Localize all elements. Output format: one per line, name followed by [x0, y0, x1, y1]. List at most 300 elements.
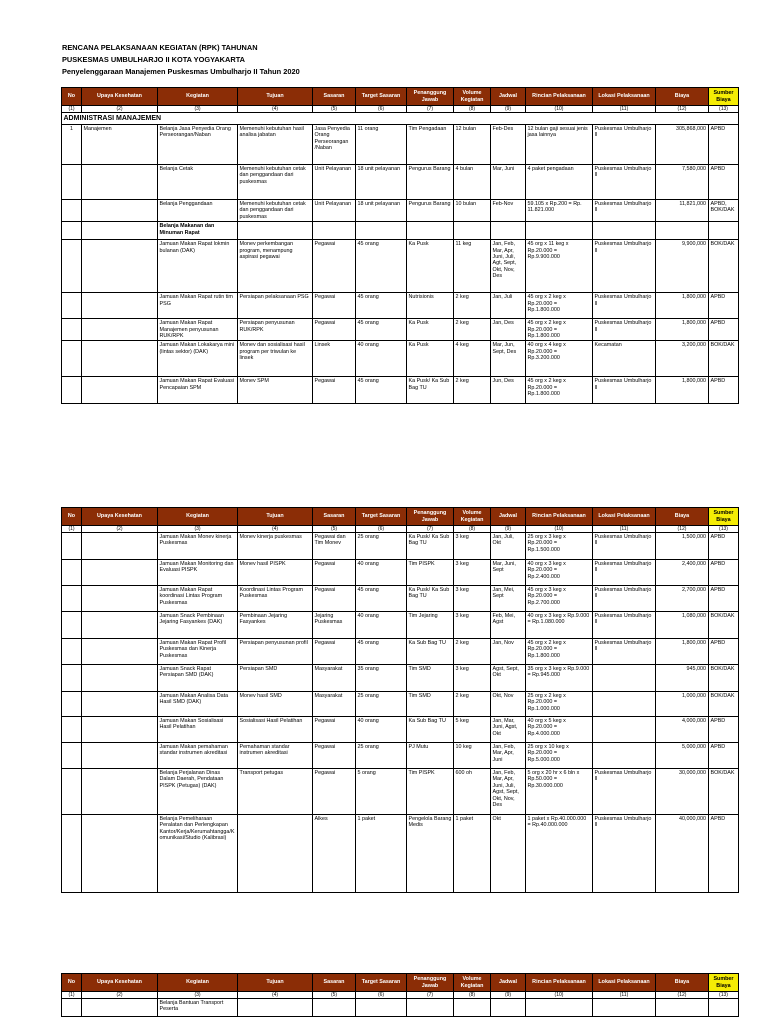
- cell-kegiatan: Jamuan Snack Pembinaan Jejaring Fasyankes (DAK): [158, 612, 238, 639]
- cell-tujuan: Transport petugas: [238, 769, 313, 815]
- column-number: (1): [62, 526, 82, 533]
- cell-penanggung-jawab: [407, 222, 454, 240]
- column-number: (1): [62, 106, 82, 113]
- column-number-row: [62, 526, 739, 533]
- table-row: [62, 692, 739, 717]
- table-row: [62, 165, 739, 200]
- cell-rincian-pelaksanaan: [526, 999, 593, 1017]
- cell-upaya-kesehatan: [82, 341, 158, 377]
- cell-target-sasaran: 40 orang: [356, 341, 407, 377]
- cell-rincian-pelaksanaan: [526, 222, 593, 240]
- cell-no: [62, 999, 82, 1017]
- column-number: (5): [313, 992, 356, 999]
- column-number: (10): [526, 526, 593, 533]
- cell-sasaran: Pegawai: [313, 319, 356, 341]
- cell-no: [62, 560, 82, 586]
- cell-tujuan: Memenuhi kebutuhan cetak dan penggandaan dari puskesmas: [238, 200, 313, 222]
- cell-rincian-pelaksanaan: 12 bulan gaji sesuai jenis jasa lainnya: [526, 125, 593, 165]
- cell-rincian-pelaksanaan: 25 org x 10 keg x Rp.20.000 = Rp.5.000.000: [526, 743, 593, 769]
- cell-sasaran: Pegawai: [313, 769, 356, 815]
- cell-jadwal: Feb-Nov: [491, 200, 526, 222]
- cell-volume-kegiatan: 10 bulan: [454, 200, 491, 222]
- cell-upaya-kesehatan: [82, 665, 158, 692]
- column-number: (12): [656, 526, 709, 533]
- cell-jadwal: Jan, Juli, Okt: [491, 533, 526, 560]
- cell-biaya: 2,400,000: [656, 560, 709, 586]
- cell-lokasi-pelaksanaan: Kecamatan: [593, 341, 656, 377]
- cell-volume-kegiatan: 3 keg: [454, 533, 491, 560]
- cell-target-sasaran: 45 orang: [356, 240, 407, 293]
- table-row: [62, 639, 739, 665]
- cell-penanggung-jawab: Tim Jejaring: [407, 612, 454, 639]
- column-number-row: [62, 992, 739, 999]
- cell-biaya: 1,800,000: [656, 293, 709, 319]
- table-row: [62, 293, 739, 319]
- cell-tujuan: Monev hasil PISPK: [238, 560, 313, 586]
- column-number: (11): [593, 106, 656, 113]
- table-row: [62, 377, 739, 404]
- cell-lokasi-pelaksanaan: Puskesmas Umbulharjo II: [593, 586, 656, 612]
- cell-kegiatan: Jamuan Makan Rapat Manajemen penyusunan RUK/RPK: [158, 319, 238, 341]
- cell-lokasi-pelaksanaan: Puskesmas Umbulharjo II: [593, 612, 656, 639]
- cell-sumber-biaya: APBD: [709, 533, 739, 560]
- cell-jadwal: Mar, Juni: [491, 165, 526, 200]
- column-number: (8): [454, 526, 491, 533]
- column-number: (9): [491, 106, 526, 113]
- table-row: [62, 319, 739, 341]
- cell-tujuan: Monev dan sosialisasi hasil program per triwulan ke linsek: [238, 341, 313, 377]
- table-row: [62, 341, 739, 377]
- cell-target-sasaran: 18 unit pelayanan: [356, 165, 407, 200]
- column-header-upaya-kesehatan: Upaya Kesehatan: [82, 508, 158, 526]
- table-row: [62, 222, 739, 240]
- table-row: [62, 200, 739, 222]
- column-number: (3): [158, 106, 238, 113]
- cell-biaya: 1,500,000: [656, 533, 709, 560]
- column-number: (2): [82, 526, 158, 533]
- cell-penanggung-jawab: Ka Sub Bag TU: [407, 717, 454, 743]
- column-number: (13): [709, 526, 739, 533]
- column-header-kegiatan: Kegiatan: [158, 974, 238, 992]
- cell-upaya-kesehatan: [82, 612, 158, 639]
- cell-rincian-pelaksanaan: 35 org x 3 keg x Rp.9.000 = Rp.945.000: [526, 665, 593, 692]
- rpk-table-page-1: [61, 87, 739, 404]
- cell-rincian-pelaksanaan: 45 org x 2 keg x Rp.20.000 = Rp.1.800.000: [526, 639, 593, 665]
- column-number: (8): [454, 992, 491, 999]
- cell-no: [62, 165, 82, 200]
- column-number: (2): [82, 992, 158, 999]
- column-number: (4): [238, 526, 313, 533]
- cell-lokasi-pelaksanaan: [593, 665, 656, 692]
- cell-upaya-kesehatan: [82, 240, 158, 293]
- cell-no: [62, 692, 82, 717]
- cell-sasaran: Pegawai: [313, 743, 356, 769]
- cell-jadwal: Jun, Des: [491, 377, 526, 404]
- cell-kegiatan: Jamuan Makan Sosialisasi Hasil Pelatihan: [158, 717, 238, 743]
- table-row: [62, 717, 739, 743]
- column-number: (10): [526, 106, 593, 113]
- cell-no: [62, 377, 82, 404]
- cell-penanggung-jawab: PJ Mutu: [407, 743, 454, 769]
- cell-sumber-biaya: APBD: [709, 586, 739, 612]
- cell-lokasi-pelaksanaan: [593, 692, 656, 717]
- cell-sumber-biaya: APBD: [709, 319, 739, 341]
- cell-tujuan: [238, 999, 313, 1017]
- cell-target-sasaran: 45 orang: [356, 319, 407, 341]
- column-number: (7): [407, 106, 454, 113]
- cell-tujuan: Memenuhi kebutuhan hasil analisa jabatan: [238, 125, 313, 165]
- cell-biaya: 945,000: [656, 665, 709, 692]
- cell-target-sasaran: 45 orang: [356, 293, 407, 319]
- column-number: (3): [158, 992, 238, 999]
- cell-volume-kegiatan: 10 keg: [454, 743, 491, 769]
- cell-penanggung-jawab: Pengurus Barang: [407, 200, 454, 222]
- cell-upaya-kesehatan: [82, 319, 158, 341]
- cell-sumber-biaya: [709, 222, 739, 240]
- cell-penanggung-jawab: Ka Pusk: [407, 319, 454, 341]
- cell-biaya: 1,000,000: [656, 692, 709, 717]
- cell-tujuan: Persiapan pelaksanaan PSG: [238, 293, 313, 319]
- cell-penanggung-jawab: Pengurus Barang: [407, 165, 454, 200]
- column-number: (7): [407, 526, 454, 533]
- cell-target-sasaran: 25 orang: [356, 743, 407, 769]
- cell-kegiatan: Belanja Pemeliharaan Peralatan dan Perlengkapan Kantor/Kerja/Kerumahtangga/Komunikasi/Studio (Kalibrasi): [158, 815, 238, 893]
- cell-sasaran: Pegawai: [313, 639, 356, 665]
- cell-rincian-pelaksanaan: 5 org x 20 hr x 6 bln x Rp.50.000 = Rp.30.000.000: [526, 769, 593, 815]
- cell-lokasi-pelaksanaan: Puskesmas Umbulharjo II: [593, 533, 656, 560]
- cell-rincian-pelaksanaan: 45 org x 2 keg x Rp.20.000 = Rp.1.800.000: [526, 377, 593, 404]
- cell-penanggung-jawab: Tim SMD: [407, 665, 454, 692]
- cell-volume-kegiatan: 2 keg: [454, 639, 491, 665]
- table-row: [62, 533, 739, 560]
- cell-no: [62, 815, 82, 893]
- cell-upaya-kesehatan: [82, 560, 158, 586]
- cell-rincian-pelaksanaan: 45 org x 2 keg x Rp.20.000 = Rp.1.800.000: [526, 319, 593, 341]
- cell-lokasi-pelaksanaan: Puskesmas Umbulharjo II: [593, 293, 656, 319]
- cell-volume-kegiatan: [454, 999, 491, 1017]
- column-header-rincian-pelaksanaan: Rincian Pelaksanaan: [526, 974, 593, 992]
- cell-rincian-pelaksanaan: 45 org x 2 keg x Rp.20.000 = Rp.1.800.000: [526, 293, 593, 319]
- cell-target-sasaran: 40 orang: [356, 560, 407, 586]
- cell-jadwal: Jan, Feb, Mar, Apr, Juni, Juli, Agt, Sept, Okt, Nov, Des: [491, 240, 526, 293]
- cell-volume-kegiatan: 2 keg: [454, 692, 491, 717]
- cell-target-sasaran: 40 orang: [356, 612, 407, 639]
- cell-rincian-pelaksanaan: 4 paket pengadaan: [526, 165, 593, 200]
- cell-jadwal: Mar, Jun, Sept, Des: [491, 341, 526, 377]
- cell-sumber-biaya: APBD: [709, 377, 739, 404]
- cell-sumber-biaya: [709, 999, 739, 1017]
- cell-no: [62, 612, 82, 639]
- table-row: [62, 125, 739, 165]
- cell-upaya-kesehatan: [82, 165, 158, 200]
- cell-tujuan: Persiapan penyusunan profil: [238, 639, 313, 665]
- column-number: (3): [158, 526, 238, 533]
- cell-tujuan: [238, 815, 313, 893]
- cell-penanggung-jawab: Ka Pusk/ Ka Sub Bag TU: [407, 586, 454, 612]
- cell-sumber-biaya: BOK/DAK: [709, 612, 739, 639]
- cell-penanggung-jawab: Nutrisionis: [407, 293, 454, 319]
- cell-jadwal: Jan, Juli: [491, 293, 526, 319]
- cell-no: [62, 743, 82, 769]
- cell-jadwal: [491, 999, 526, 1017]
- table-row: [62, 769, 739, 815]
- cell-biaya: 9,900,000: [656, 240, 709, 293]
- column-number: (4): [238, 106, 313, 113]
- cell-sasaran: Masyarakat: [313, 692, 356, 717]
- table-row: [62, 612, 739, 639]
- cell-biaya: 3,200,000: [656, 341, 709, 377]
- cell-no: [62, 665, 82, 692]
- column-header-upaya-kesehatan: Upaya Kesehatan: [82, 974, 158, 992]
- table-row: [62, 560, 739, 586]
- column-header-target-sasaran: Target Sasaran: [356, 508, 407, 526]
- cell-kegiatan: Jamuan Makan Lokakarya mini (lintas sektor) (DAK): [158, 341, 238, 377]
- cell-jadwal: Jan, Nov: [491, 639, 526, 665]
- cell-kegiatan: Belanja Penggandaan: [158, 200, 238, 222]
- column-header-kegiatan: Kegiatan: [158, 88, 238, 106]
- cell-rincian-pelaksanaan: 40 org x 4 keg x Rp.20.000 = Rp.3.200.000: [526, 341, 593, 377]
- cell-penanggung-jawab: [407, 999, 454, 1017]
- cell-sumber-biaya: APBD, BOK/DAK: [709, 200, 739, 222]
- cell-upaya-kesehatan: [82, 533, 158, 560]
- column-header-jadwal: Jadwal: [491, 508, 526, 526]
- cell-tujuan: Monev SPM: [238, 377, 313, 404]
- table-row: [62, 743, 739, 769]
- cell-sumber-biaya: APBD: [709, 639, 739, 665]
- cell-lokasi-pelaksanaan: Puskesmas Umbulharjo II: [593, 319, 656, 341]
- cell-biaya: [656, 222, 709, 240]
- cell-sumber-biaya: APBD: [709, 560, 739, 586]
- table-row: [62, 815, 739, 893]
- cell-upaya-kesehatan: [82, 692, 158, 717]
- column-number: (5): [313, 106, 356, 113]
- table-row: [62, 586, 739, 612]
- column-number: (8): [454, 106, 491, 113]
- document-program: Penyelenggaraan Manajemen Puskesmas Umbulharjo II Tahun 2020: [62, 67, 300, 76]
- cell-sumber-biaya: APBD: [709, 743, 739, 769]
- column-header-no: No: [62, 508, 82, 526]
- column-number: (11): [593, 992, 656, 999]
- cell-upaya-kesehatan: [82, 293, 158, 319]
- cell-penanggung-jawab: Tim PISPK: [407, 769, 454, 815]
- cell-tujuan: Memenuhi kebutuhan cetak dan penggandaan dari puskesmas: [238, 165, 313, 200]
- cell-volume-kegiatan: 5 keg: [454, 717, 491, 743]
- cell-no: [62, 639, 82, 665]
- cell-volume-kegiatan: 600 oh: [454, 769, 491, 815]
- cell-kegiatan: Jamuan Makan Monev kinerja Puskesmas: [158, 533, 238, 560]
- column-number: (4): [238, 992, 313, 999]
- cell-penanggung-jawab: Tim Pengadaan: [407, 125, 454, 165]
- cell-sasaran: Masyarakat: [313, 665, 356, 692]
- cell-volume-kegiatan: 4 bulan: [454, 165, 491, 200]
- cell-upaya-kesehatan: [82, 999, 158, 1017]
- column-header-sumber-biaya: Sumber Biaya: [709, 974, 739, 992]
- column-header-lokasi-pelaksanaan: Lokasi Pelaksanaan: [593, 508, 656, 526]
- column-header-sumber-biaya: Sumber Biaya: [709, 508, 739, 526]
- cell-kegiatan: Jamuan Makan Rapat koordinasi Lintas Program Puskesmas: [158, 586, 238, 612]
- cell-lokasi-pelaksanaan: Puskesmas Umbulharjo II: [593, 815, 656, 893]
- column-header-lokasi-pelaksanaan: Lokasi Pelaksanaan: [593, 88, 656, 106]
- cell-lokasi-pelaksanaan: Puskesmas Umbulharjo II: [593, 240, 656, 293]
- cell-biaya: 4,000,000: [656, 717, 709, 743]
- cell-sumber-biaya: APBD: [709, 815, 739, 893]
- cell-volume-kegiatan: 2 keg: [454, 377, 491, 404]
- cell-upaya-kesehatan: [82, 717, 158, 743]
- cell-sasaran: Pegawai: [313, 377, 356, 404]
- cell-volume-kegiatan: 2 keg: [454, 319, 491, 341]
- cell-rincian-pelaksanaan: 45 org x 11 keg x Rp.20.000 = Rp.9.900.000: [526, 240, 593, 293]
- cell-sumber-biaya: BOK/DAK: [709, 341, 739, 377]
- column-header-jadwal: Jadwal: [491, 88, 526, 106]
- column-header-biaya: Biaya: [656, 508, 709, 526]
- cell-penanggung-jawab: Pengelola Barang Medis: [407, 815, 454, 893]
- cell-kegiatan: Jamuan Makan Rapat rutin tim PSG: [158, 293, 238, 319]
- cell-no: [62, 341, 82, 377]
- cell-lokasi-pelaksanaan: Puskesmas Umbulharjo II: [593, 165, 656, 200]
- cell-penanggung-jawab: Ka Pusk: [407, 341, 454, 377]
- cell-sasaran: Pegawai: [313, 240, 356, 293]
- cell-upaya-kesehatan: [82, 377, 158, 404]
- cell-volume-kegiatan: 3 keg: [454, 665, 491, 692]
- column-header-target-sasaran: Target Sasaran: [356, 88, 407, 106]
- cell-volume-kegiatan: 3 keg: [454, 612, 491, 639]
- cell-upaya-kesehatan: [82, 743, 158, 769]
- cell-tujuan: Persiapan penyusunan RUK/RPK: [238, 319, 313, 341]
- column-header-penanggung-jawab: Penanggung Jawab: [407, 508, 454, 526]
- column-header-sasaran: Sasaran: [313, 974, 356, 992]
- cell-rincian-pelaksanaan: 25 org x 3 keg x Rp.20.000 = Rp.1.500.000: [526, 533, 593, 560]
- cell-sasaran: Pegawai dan Tim Monev: [313, 533, 356, 560]
- cell-rincian-pelaksanaan: 25 org x 2 keg x Rp.20.000 = Rp.1.000.000: [526, 692, 593, 717]
- table-row: [62, 665, 739, 692]
- cell-penanggung-jawab: Tim SMD: [407, 692, 454, 717]
- cell-target-sasaran: 45 orang: [356, 377, 407, 404]
- column-header-sasaran: Sasaran: [313, 508, 356, 526]
- cell-rincian-pelaksanaan: 40 org x 3 keg x Rp.9.000 = Rp.1.080.000: [526, 612, 593, 639]
- column-header-volume-kegiatan: Volume Kegiatan: [454, 88, 491, 106]
- cell-target-sasaran: 11 orang: [356, 125, 407, 165]
- cell-target-sasaran: 1 paket: [356, 815, 407, 893]
- cell-tujuan: Sosialisasi Hasil Pelatihan: [238, 717, 313, 743]
- cell-jadwal: Feb, Mei, Agst: [491, 612, 526, 639]
- cell-kegiatan: Belanja Bantuan Transport Peserta: [158, 999, 238, 1017]
- cell-no: [62, 222, 82, 240]
- cell-sasaran: Jasa Penyedia Orang Perseorangan /Naban: [313, 125, 356, 165]
- cell-biaya: 11,821,000: [656, 200, 709, 222]
- cell-penanggung-jawab: Ka Pusk/ Ka Sub Bag TU: [407, 377, 454, 404]
- cell-volume-kegiatan: 4 keg: [454, 341, 491, 377]
- cell-target-sasaran: 25 orang: [356, 692, 407, 717]
- column-number: (12): [656, 106, 709, 113]
- column-header-sumber-biaya: Sumber Biaya: [709, 88, 739, 106]
- document-title: RENCANA PELAKSANAAN KEGIATAN (RPK) TAHUNAN: [62, 43, 258, 52]
- cell-biaya: 2,700,000: [656, 586, 709, 612]
- rpk-table-page-2: [61, 507, 739, 893]
- cell-target-sasaran: 45 orang: [356, 639, 407, 665]
- cell-sasaran: Linsek: [313, 341, 356, 377]
- column-header-tujuan: Tujuan: [238, 88, 313, 106]
- cell-target-sasaran: [356, 222, 407, 240]
- cell-sasaran: Unit Pelayanan: [313, 165, 356, 200]
- cell-no: [62, 240, 82, 293]
- cell-volume-kegiatan: 12 bulan: [454, 125, 491, 165]
- cell-no: [62, 200, 82, 222]
- cell-kegiatan: Jamuan Makan Rapat lokmin bulanan (DAK): [158, 240, 238, 293]
- cell-rincian-pelaksanaan: 1 paket x Rp.40.000.000 = Rp.40.000.000: [526, 815, 593, 893]
- column-number: (10): [526, 992, 593, 999]
- header-row: [62, 508, 739, 526]
- cell-no: [62, 533, 82, 560]
- column-number: (13): [709, 992, 739, 999]
- cell-sasaran: Unit Pelayanan: [313, 200, 356, 222]
- column-header-rincian-pelaksanaan: Rincian Pelaksanaan: [526, 88, 593, 106]
- cell-biaya: 40,000,000: [656, 815, 709, 893]
- cell-jadwal: Jan, Des: [491, 319, 526, 341]
- cell-sasaran: Pegawai: [313, 586, 356, 612]
- cell-sasaran: [313, 222, 356, 240]
- cell-lokasi-pelaksanaan: Puskesmas Umbulharjo II: [593, 769, 656, 815]
- cell-sasaran: Jejaring Puskesmas: [313, 612, 356, 639]
- cell-target-sasaran: [356, 999, 407, 1017]
- document-subtitle: PUSKESMAS UMBULHARJO II KOTA YOGYAKARTA: [62, 55, 245, 64]
- cell-biaya: 30,000,000: [656, 769, 709, 815]
- cell-biaya: 1,800,000: [656, 377, 709, 404]
- cell-kegiatan: Belanja Cetak: [158, 165, 238, 200]
- cell-volume-kegiatan: 2 keg: [454, 293, 491, 319]
- cell-jadwal: Jan, Feb, Mar, Apr, Juni: [491, 743, 526, 769]
- cell-target-sasaran: 40 orang: [356, 717, 407, 743]
- cell-lokasi-pelaksanaan: [593, 999, 656, 1017]
- cell-sumber-biaya: BOK/DAK: [709, 692, 739, 717]
- column-number: (11): [593, 526, 656, 533]
- cell-upaya-kesehatan: [82, 200, 158, 222]
- cell-penanggung-jawab: Ka Pusk/ Ka Sub Bag TU: [407, 533, 454, 560]
- header-row: [62, 974, 739, 992]
- column-header-penanggung-jawab: Penanggung Jawab: [407, 88, 454, 106]
- cell-volume-kegiatan: 3 keg: [454, 586, 491, 612]
- cell-sumber-biaya: APBD: [709, 125, 739, 165]
- cell-kegiatan: Jamuan Makan Monitoring dan Evaluasi PISPK: [158, 560, 238, 586]
- cell-tujuan: Pembinaan Jejaring Fasyankes: [238, 612, 313, 639]
- cell-sumber-biaya: APBD: [709, 293, 739, 319]
- cell-jadwal: Jan, Mei, Sept: [491, 586, 526, 612]
- column-number: (6): [356, 526, 407, 533]
- table-row: [62, 240, 739, 293]
- cell-lokasi-pelaksanaan: [593, 743, 656, 769]
- cell-sasaran: Pegawai: [313, 560, 356, 586]
- cell-jadwal: Jan, Mar, Juni, Agst, Okt: [491, 717, 526, 743]
- cell-kegiatan: Jamuan Snack Rapat Persiapan SMD (DAK): [158, 665, 238, 692]
- cell-biaya: [656, 999, 709, 1017]
- cell-sasaran: Alkes: [313, 815, 356, 893]
- cell-penanggung-jawab: Ka Sub Bag TU: [407, 639, 454, 665]
- cell-kegiatan: Belanja Perjalanan Dinas Dalam Daerah, Pendataan PISPK (Petugas) (DAK): [158, 769, 238, 815]
- cell-kegiatan: Belanja Makanan dan Minuman Rapat: [158, 222, 238, 240]
- column-header-biaya: Biaya: [656, 974, 709, 992]
- cell-sumber-biaya: BOK/DAK: [709, 240, 739, 293]
- rpk-table-page-3: [61, 973, 739, 1017]
- column-header-kegiatan: Kegiatan: [158, 508, 238, 526]
- cell-tujuan: [238, 222, 313, 240]
- cell-sasaran: Pegawai: [313, 293, 356, 319]
- cell-tujuan: Persiapan SMD: [238, 665, 313, 692]
- cell-rincian-pelaksanaan: 40 org x 3 keg x Rp.20.000 = Rp.2.400.000: [526, 560, 593, 586]
- table-row: [62, 999, 739, 1017]
- header-row: [62, 88, 739, 106]
- cell-no: [62, 319, 82, 341]
- column-header-lokasi-pelaksanaan: Lokasi Pelaksanaan: [593, 974, 656, 992]
- cell-penanggung-jawab: Ka Pusk: [407, 240, 454, 293]
